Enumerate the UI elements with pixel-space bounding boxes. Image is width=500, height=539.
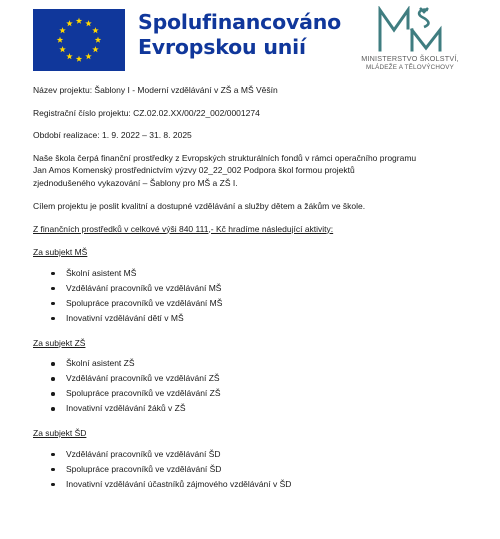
eu-star-icon [85,53,91,59]
eu-star-icon [66,20,72,26]
bullet-icon [51,483,55,487]
msmt-monogram-icon [376,6,444,52]
eu-line-2: Evropskou unií [138,35,306,59]
bullet-icon [51,377,55,381]
bullet-icon [51,272,55,276]
eu-line-1: Spolufinancováno [138,10,342,34]
list-item: Vzdělávání pracovníků ve vzdělávání MŠ [33,281,483,296]
activity-list-zs [33,356,483,416]
bullet-icon [51,362,55,366]
eu-cofunding-text [138,10,341,60]
funding-statement: Z finančních prostředků v celkové výši 840 111,- Kč hradíme následující aktivity: [33,223,334,234]
eu-star-icon [76,18,82,24]
document-body [33,84,483,492]
activity-list-sd [33,447,483,492]
eu-star-icon [66,53,72,59]
bullet-icon [51,453,55,457]
registration-number: Registrační číslo projektu: CZ.02.02.XX/00/22_002/0001274 [33,107,260,118]
section-title-zs: Za subjekt ZŠ [33,337,86,348]
eu-flag-icon [33,9,125,71]
bullet-icon [51,287,55,291]
eu-star-icon [85,20,91,26]
project-goal: Cílem projektu je poslit kvalitní a dostupné vzdělávání a služby dětem a žákům ve škole. [33,201,366,211]
bullet-icon [51,317,55,321]
msmt-logo [340,6,480,76]
eu-star-icon [57,37,63,43]
eu-star-icon [59,46,65,52]
eu-star-icon [59,27,65,33]
description-line: Jan Amos Komenský prostřednictvím výzvy 02_22_002 Podpora škol formou projektů [33,165,355,175]
list-item: Vzdělávání pracovníků ve vzdělávání ZŠ [33,371,483,386]
list-item: Spolupráce pracovníků ve vzdělávání MŠ [33,296,483,311]
eu-star-icon [92,27,98,33]
implementation-period: Období realizace: 1. 9. 2022 – 31. 8. 2025 [33,130,192,140]
project-description [33,152,483,190]
section-title-ms: Za subjekt MŠ [33,247,88,257]
list-item: Vzdělávání pracovníků ve vzdělávání ŠD [33,447,483,462]
activity-list-ms [33,266,483,326]
section-title-sd: Za subjekt ŠD [33,428,87,438]
eu-star-icon [92,46,98,52]
eu-stars-icon [33,9,125,71]
ministry-name-line-2: MLÁDEŽE A TĚLOVÝCHOVY [365,64,455,71]
bullet-icon [51,392,55,396]
list-item: Školní asistent MŠ [33,266,483,281]
bullet-icon [51,302,55,306]
logo-header [0,0,500,80]
list-item: Inovativní vzdělávání dětí v MŠ [33,311,483,326]
description-line: Naše škola čerpá finanční prostředky z Evropských strukturálních fondů v rámci operačního programu [33,152,417,163]
eu-star-icon [76,56,82,62]
list-item: Inovativní vzdělávání žáků v ZŠ [33,401,483,416]
bullet-icon [51,407,55,411]
description-line: zjednodušeného vykazování – Šablony pro MŠ a ZŠ I. [33,177,238,188]
list-item: Inovativní vzdělávání účastníků zájmového vzdělávání v ŠD [33,477,483,492]
list-item: Spolupráce pracovníků ve vzdělávání ŠD [33,462,483,477]
bullet-icon [51,468,55,472]
eu-star-icon [95,37,101,43]
project-name: Název projektu: Šablony I - Moderní vzdělávání v ZŠ a MŠ Věšín [33,85,278,95]
ministry-name-line-1: MINISTERSTVO ŠKOLSTVÍ, [361,54,459,63]
list-item: Školní asistent ZŠ [33,356,483,371]
list-item: Spolupráce pracovníků ve vzdělávání ZŠ [33,386,483,401]
